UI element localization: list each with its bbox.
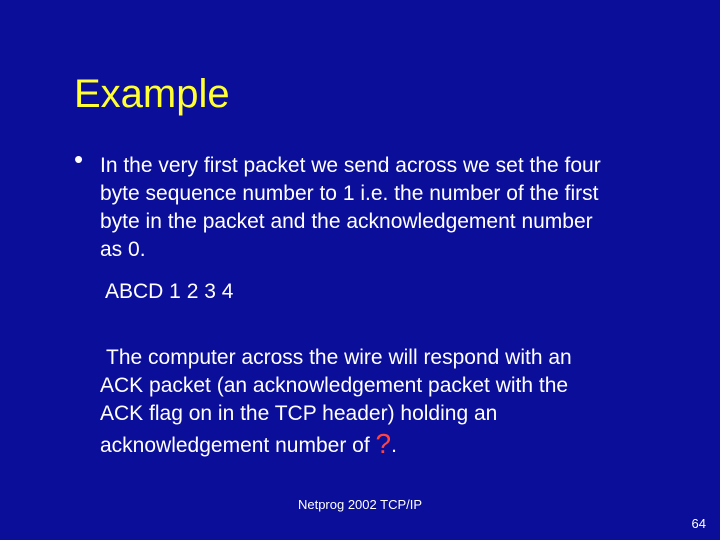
bullet-dot-icon: •	[74, 144, 84, 174]
sequence-example: ABCD 1 2 3 4	[105, 280, 234, 303]
paragraph-line: In the very first packet we send across we set the four	[100, 154, 601, 177]
paragraph-line-text: acknowledgement number of	[100, 434, 376, 457]
paragraph-line: byte in the packet and the acknowledgement number	[100, 210, 593, 233]
paragraph-last-line	[100, 430, 572, 460]
paragraph-line: ACK flag on in the TCP header) holding an	[100, 402, 498, 425]
slide-title: Example	[74, 72, 230, 116]
paragraph-line: as 0.	[100, 238, 146, 261]
slide-footer: Netprog 2002 TCP/IP	[297, 497, 423, 512]
paragraph-first-packet	[100, 152, 601, 264]
paragraph-line: ACK packet (an acknowledgement packet with the	[100, 374, 569, 397]
paragraph-ack-response	[100, 344, 572, 460]
page-number: 64	[691, 516, 706, 531]
paragraph-line: The computer across the wire will respond with an	[106, 346, 572, 369]
paragraph-line-trailing: .	[391, 434, 397, 457]
answer-question-mark: ?	[375, 428, 392, 459]
paragraph-line: byte sequence number to 1 i.e. the number of the first	[100, 182, 599, 205]
